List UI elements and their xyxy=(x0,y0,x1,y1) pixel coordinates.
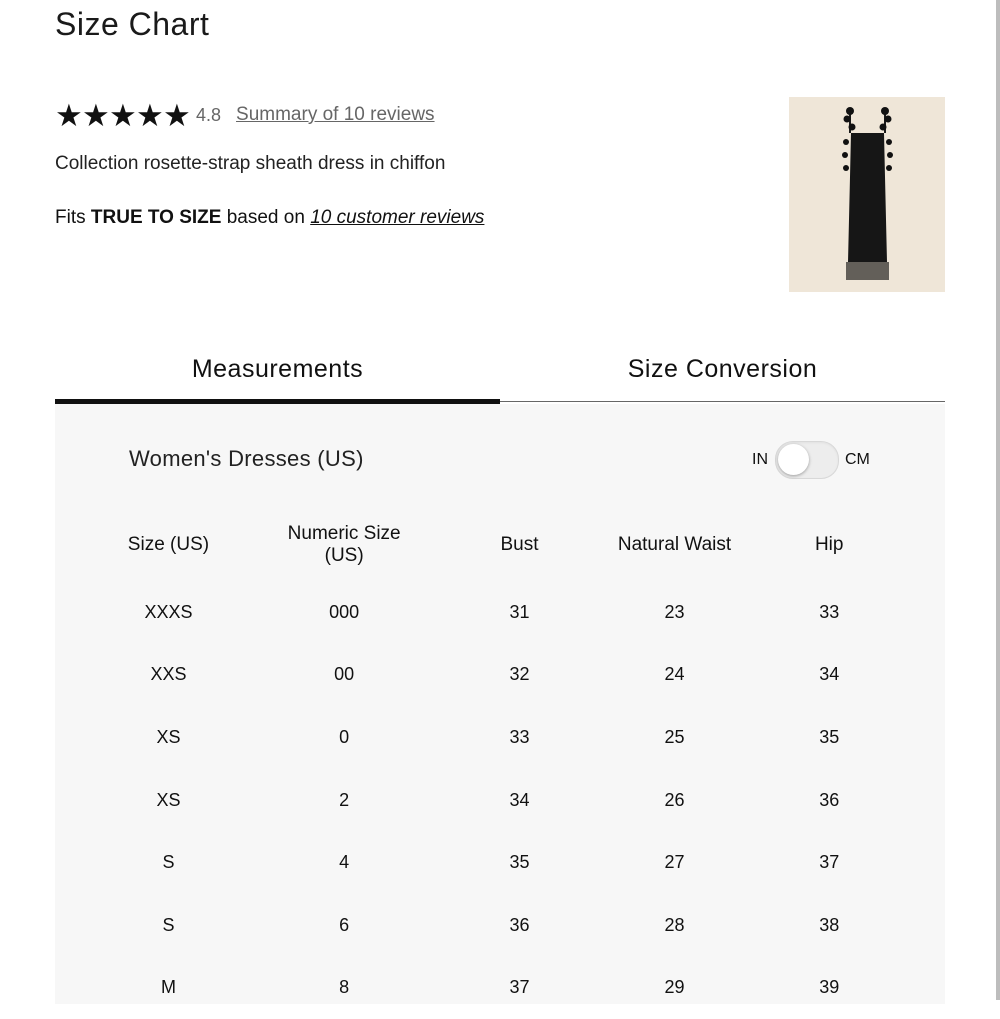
table-cell: XXXS xyxy=(144,601,193,622)
table-cell: 26 xyxy=(664,789,685,810)
unit-label-in: IN xyxy=(752,451,768,468)
table-cell: 34 xyxy=(509,789,530,810)
table-cell: S xyxy=(162,914,175,935)
table-cell: 6 xyxy=(339,914,350,935)
star-icon: ★ xyxy=(136,97,164,133)
page-title: Size Chart xyxy=(55,6,210,42)
table-cell: 29 xyxy=(664,977,685,998)
fit-summary xyxy=(55,207,484,229)
table-cell: 00 xyxy=(334,664,355,685)
table-cell: 8 xyxy=(339,977,350,998)
size-table xyxy=(91,509,906,1019)
table-cell: 38 xyxy=(819,914,840,935)
table-cell: 23 xyxy=(664,601,685,622)
column-header: Hip xyxy=(814,534,844,555)
table-cell: XS xyxy=(156,726,181,747)
table-row xyxy=(91,894,906,957)
fit-verdict: TRUE TO SIZE xyxy=(90,207,222,228)
table-row xyxy=(91,581,906,644)
star-icon: ★ xyxy=(82,97,110,133)
table-row xyxy=(91,957,906,1019)
table-cell: 37 xyxy=(819,852,840,873)
table-cell: XS xyxy=(156,789,181,810)
table-row xyxy=(91,644,906,707)
fit-middle: based on xyxy=(221,207,311,228)
table-cell: 2 xyxy=(339,789,350,810)
table-row xyxy=(91,831,906,894)
column-header: Bust xyxy=(500,534,539,555)
table-cell: 33 xyxy=(819,601,840,622)
column-header: Natural Waist xyxy=(617,534,732,555)
table-header-row xyxy=(91,509,906,581)
star-rating xyxy=(55,97,191,133)
scrollbar-thumb[interactable] xyxy=(996,0,1000,1000)
table-cell: 36 xyxy=(509,914,530,935)
table-cell: S xyxy=(162,852,175,873)
fit-prefix: Fits xyxy=(55,207,91,228)
table-cell: M xyxy=(160,977,176,998)
tab-measurements[interactable]: Measurements xyxy=(191,355,364,383)
table-cell: 25 xyxy=(664,726,685,747)
table-cell: 000 xyxy=(329,601,360,622)
size-chart-tabs xyxy=(55,340,945,404)
category-title: Women's Dresses (US) xyxy=(129,446,364,471)
reviews-summary-link[interactable]: Summary of 10 reviews xyxy=(236,104,435,125)
rating-value: 4.8 xyxy=(196,104,222,125)
table-cell: 39 xyxy=(819,977,840,998)
customer-reviews-link[interactable]: 10 customer reviews xyxy=(310,207,485,228)
unit-switch[interactable] xyxy=(775,441,839,479)
table-row xyxy=(91,706,906,769)
table-cell: 24 xyxy=(664,664,685,685)
table-cell: 34 xyxy=(819,664,840,685)
table-cell: 32 xyxy=(509,664,530,685)
product-image xyxy=(789,97,945,292)
table-cell: 31 xyxy=(509,601,530,622)
column-header: Size (US) xyxy=(127,534,210,555)
unit-label-cm: CM xyxy=(845,451,870,468)
table-cell: 28 xyxy=(664,914,685,935)
star-icon: ★ xyxy=(163,97,191,133)
unit-toggle xyxy=(752,440,870,480)
table-cell: 36 xyxy=(819,789,840,810)
rating-row xyxy=(55,98,435,132)
table-cell: 35 xyxy=(509,852,530,873)
table-row xyxy=(91,769,906,832)
column-header: Numeric Size (US) xyxy=(287,523,401,566)
table-cell: 27 xyxy=(664,852,685,873)
switch-knob xyxy=(778,444,809,475)
table-cell: XXS xyxy=(150,664,187,685)
table-cell: 35 xyxy=(819,726,840,747)
star-icon: ★ xyxy=(109,97,137,133)
table-cell: 33 xyxy=(509,726,530,747)
table-cell: 0 xyxy=(339,726,350,747)
table-cell: 4 xyxy=(339,852,350,873)
measurements-panel xyxy=(55,404,945,1004)
dress-image xyxy=(789,97,945,292)
table-cell: 37 xyxy=(509,977,530,998)
product-name: Collection rosette-strap sheath dress in chiffon xyxy=(55,153,446,174)
tab-size-conversion[interactable]: Size Conversion xyxy=(627,355,818,383)
star-icon: ★ xyxy=(55,97,83,133)
